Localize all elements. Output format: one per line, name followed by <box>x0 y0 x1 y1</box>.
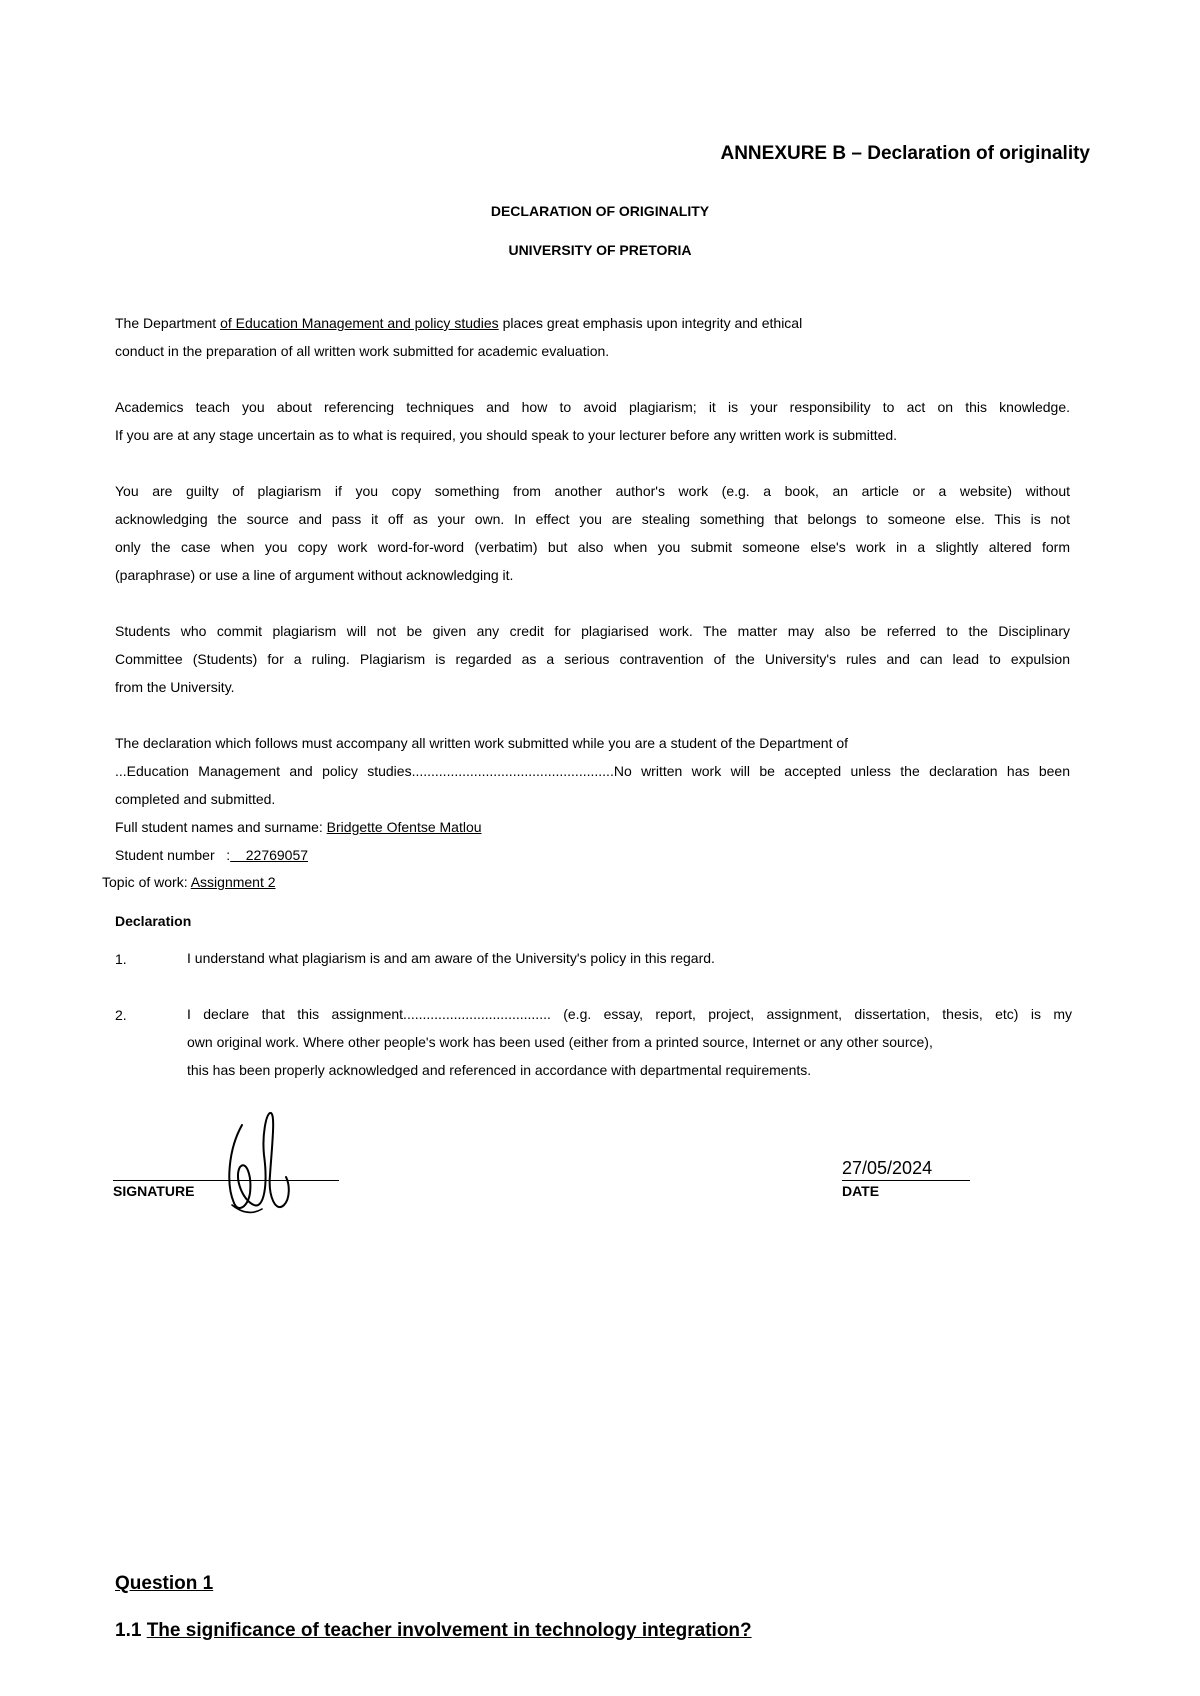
paragraph-4 <box>115 617 1070 701</box>
handwritten-signature <box>220 1105 300 1215</box>
university-heading: UNIVERSITY OF PRETORIA <box>508 242 692 258</box>
paragraph-2-line-2: If you are at any stage uncertain as to what is required, you should speak to your lecturer before any written work is submitted. <box>115 427 898 443</box>
question-title: The significance of teacher involvement in technology integration? <box>146 1620 752 1641</box>
paragraph-4-line-1: Students who commit plagiarism will not be given any credit for plagiarised work. The matter may also be referred to the Disciplinary <box>115 623 1070 639</box>
declaration-item-2-line-3: this has been properly acknowledged and referenced in accordance with departmental requirements. <box>187 1062 812 1078</box>
declaration-heading: DECLARATION OF ORIGINALITY <box>490 203 710 219</box>
student-number-label: Student number : <box>115 847 231 863</box>
paragraph-1-suffix: places great emphasis upon integrity and ethical <box>498 315 803 331</box>
paragraph-3-line-4: (paraphrase) or use a line of argument without acknowledging it. <box>115 567 514 583</box>
signature-label: SIGNATURE <box>113 1183 195 1199</box>
declaration-item-2 <box>187 1000 1072 1084</box>
date-label: DATE <box>842 1183 880 1199</box>
annexure-title: ANNEXURE B – Declaration of originality <box>720 143 1090 164</box>
paragraph-1-line-2: conduct in the preparation of all written work submitted for academic evaluation. <box>115 343 610 359</box>
student-number-row <box>115 841 308 869</box>
paragraph-3 <box>115 477 1070 589</box>
declaration-item-1 <box>187 944 1072 972</box>
paragraph-5-line-1: The declaration which follows must accompany all written work submitted while you are a student of the Department of <box>115 735 849 751</box>
student-number-value: 22769057 <box>230 847 309 863</box>
paragraph-3-line-2: acknowledging the source and pass it off as your own. In effect you are stealing something that belongs to someone else. This is not <box>115 511 1070 527</box>
paragraph-5-line-3: completed and submitted. <box>115 791 276 807</box>
department-name: of Education Management and policy studies <box>220 315 499 331</box>
paragraph-5 <box>115 729 1070 813</box>
declaration-item-2-line-2: own original work. Where other people's work has been used (either from a printed source, Internet or any other source), <box>187 1034 933 1050</box>
paragraph-1 <box>115 309 935 365</box>
signature-line <box>113 1180 339 1181</box>
paragraph-1-prefix: The Department <box>115 315 221 331</box>
paragraph-4-line-2: Committee (Students) for a ruling. Plagiarism is regarded as a serious contravention of the University's rules and can lead to expulsion <box>115 651 1070 667</box>
question-subheading <box>115 1620 752 1642</box>
date-value: 27/05/2024 <box>842 1158 933 1178</box>
topic-row <box>102 868 276 896</box>
student-names-row <box>115 813 482 841</box>
declaration-item-1-number: 1. <box>115 951 127 967</box>
topic-label: Topic of work: <box>102 874 191 890</box>
paragraph-3-line-3: only the case when you copy work word-for-word (verbatim) but also when you submit someone else's work in a slightly altered form <box>115 539 1070 555</box>
paragraph-2-line-1: Academics teach you about referencing techniques and how to avoid plagiarism; it is your responsibility to act on this knowledge. <box>115 399 1070 415</box>
declaration-subheading: Declaration <box>115 913 192 929</box>
declaration-item-2-line-1: I declare that this assignment...................................... (e.g. essay, report, project, assignment, dissertation, thesis, etc) is my <box>187 1006 1072 1022</box>
student-names-value: Bridgette Ofentse Matlou <box>326 819 482 835</box>
declaration-item-1-line-1: I understand what plagiarism is and am aware of the University's policy in this regard. <box>187 950 715 966</box>
student-names-label: Full student names and surname: <box>115 819 327 835</box>
paragraph-2 <box>115 393 1070 449</box>
topic-value: Assignment 2 <box>190 874 276 890</box>
date-line <box>842 1180 970 1181</box>
question-heading: Question 1 <box>115 1573 214 1594</box>
paragraph-5-line-2: ...Education Management and policy studies....................................................No written work will be accepted unless the declaration has been <box>115 763 1070 779</box>
paragraph-1-line-1 <box>115 309 935 337</box>
paragraph-4-line-3: from the University. <box>115 679 235 695</box>
question-number: 1.1 <box>115 1620 147 1641</box>
paragraph-3-line-1: You are guilty of plagiarism if you copy something from another author's work (e.g. a book, an article or a website) without <box>115 483 1070 499</box>
declaration-item-2-number: 2. <box>115 1007 127 1023</box>
